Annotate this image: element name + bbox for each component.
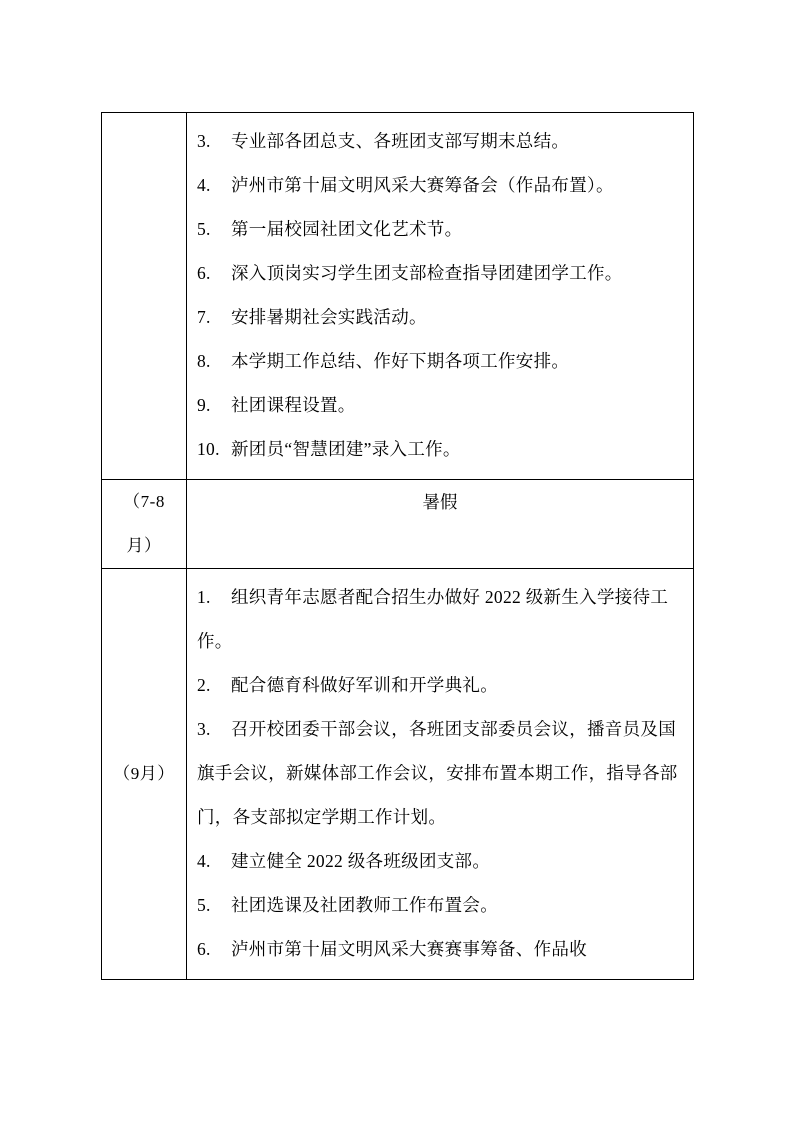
list-item [197, 251, 683, 295]
list-item [197, 119, 683, 163]
period-label [102, 480, 186, 568]
list-item [197, 927, 683, 971]
list-item [197, 339, 683, 383]
list-item-text: 专业部各团总支、各班团支部写期末总结。 [231, 131, 570, 151]
period-cell [102, 113, 187, 480]
period-line-1: （7-8 [123, 492, 165, 511]
list-item-text: 配合德育科做好军训和开学典礼。 [231, 675, 498, 695]
list-item [197, 295, 683, 339]
list-item [197, 883, 683, 927]
list-item [197, 707, 683, 839]
list-item-number: 5. [197, 219, 211, 239]
list-item-number: 3. [197, 719, 211, 739]
list-item-text: 泸州市第十届文明风采大赛赛事筹备、作品收 [231, 939, 587, 959]
list-item [197, 427, 683, 471]
holiday-label: 暑假 [422, 492, 458, 512]
list-item-text: 建立健全 2022 级各班级团支部。 [231, 851, 491, 871]
content-cell [187, 569, 694, 980]
list-item-number: 6. [197, 263, 211, 283]
table-row [102, 113, 694, 480]
list-item-number: 4. [197, 851, 211, 871]
table-row [102, 480, 694, 569]
work-plan-table [101, 112, 694, 980]
list-item [197, 663, 683, 707]
period-cell [102, 569, 187, 980]
list-item-text: 新团员“智慧团建”录入工作。 [231, 439, 461, 459]
period-line-2: 月） [126, 536, 162, 555]
list-item-text: 第一届校园社团文化艺术节。 [231, 219, 463, 239]
list-item-number: 3. [197, 131, 211, 151]
period-cell [102, 480, 187, 569]
list-item [197, 839, 683, 883]
list-item [197, 383, 683, 427]
list-item [197, 163, 683, 207]
list-item [197, 207, 683, 251]
list-item [197, 575, 683, 663]
list-item-text: 组织青年志愿者配合招生办做好 2022 级新生入学接待工作。 [197, 587, 669, 651]
list-item-text: 社团课程设置。 [231, 395, 356, 415]
list-item-text: 本学期工作总结、作好下期各项工作安排。 [231, 351, 570, 371]
holiday-cell [187, 480, 694, 569]
list-item-number: 9. [197, 395, 211, 415]
list-item-number: 2. [197, 675, 211, 695]
period-label: （9月） [113, 764, 175, 783]
list-item-number: 8. [197, 351, 211, 371]
list-item-text: 召开校团委干部会议，各班团支部委员会议，播音员及国旗手会议，新媒体部工作会议，安排布置本期工作，指导各部门，各支部拟定学期工作计划。 [197, 719, 678, 827]
list-item-text: 泸州市第十届文明风采大赛筹备会（作品布置）。 [231, 175, 614, 195]
list-item-text: 社团选课及社团教师工作布置会。 [231, 895, 498, 915]
list-item-number: 1. [197, 587, 211, 607]
table-row [102, 569, 694, 980]
list-item-text: 安排暑期社会实践活动。 [231, 307, 427, 327]
list-item-number: 4. [197, 175, 211, 195]
list-item-text: 深入顶岗实习学生团支部检查指导团建团学工作。 [231, 263, 623, 283]
list-item-number: 5. [197, 895, 211, 915]
content-cell [187, 113, 694, 480]
list-item-number: 7. [197, 307, 211, 327]
list-item-number: 6. [197, 939, 211, 959]
list-item-number: 10. [197, 439, 220, 459]
